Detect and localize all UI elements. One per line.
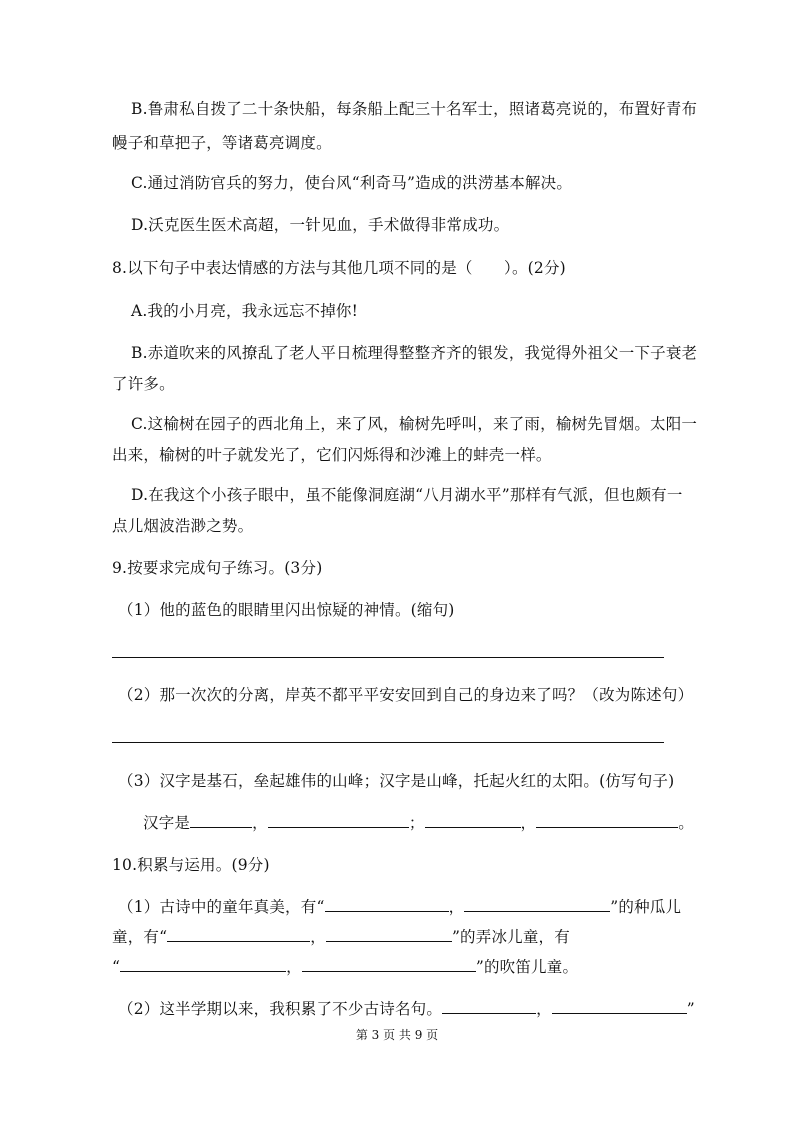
q10-comma-2: ， [310,928,326,946]
q9-blank-1[interactable] [190,813,252,828]
q10-blank-5[interactable] [120,957,286,972]
q8-option-d-line2: 点儿烟波浩渺之势。 [112,517,254,535]
q10-item2-text-1: （2）这半学期以来，我积累了不少古诗名句。 [118,1000,443,1018]
q9-item2: （2）那一次次的分离，岸英不都平平安安回到自己的身边来了吗？（改为陈述句） [118,686,694,704]
q10-item1-text-2: ”的种瓜儿 [610,898,682,916]
q8-option-c-line1: C.这榆树在园子的西北角上，来了风，榆树先呼叫，来了雨，榆树先冒烟。太阳一 [131,415,698,433]
q9-item2-answer-line[interactable] [112,742,664,743]
q9-comma-1: ， [252,814,268,832]
q10-item1-text-4: ”的弄冰儿童，有 [451,928,570,946]
q10-comma-1: ， [448,898,465,916]
q10-item2-end: ” [686,1000,695,1018]
q10-item1-row1 [118,897,681,917]
q9-imitate-row [143,813,694,833]
q9-semicolon: ； [408,814,425,832]
q10-item1-text-6: ”的吹笛儿童。 [475,958,579,976]
q8-option-b-line2: 了许多。 [112,375,175,393]
q7-option-b-line1: B.鲁肃私自拨了二十条快船，每条船上配三十名军士，照诸葛亮说的，布置好青布 [131,100,698,118]
q10-blank-2[interactable] [464,897,610,912]
q10-blank-7[interactable] [442,999,536,1014]
q10-item1-row2 [112,927,570,947]
q7-option-b-line2: 幔子和草把子，等诸葛亮调度。 [112,134,332,152]
q10-blank-6[interactable] [302,957,476,972]
q9-period: 。 [678,814,694,832]
q9-blank-2[interactable] [268,813,409,828]
q8-option-d-line1: D.在我这个小孩子眼中，虽不能像洞庭湖“八月湖水平”那样有气派，但也颇有一 [131,486,683,504]
q10-blank-3[interactable] [167,927,310,942]
q9-item3: （3）汉字是基石，垒起雄伟的山峰；汉字是山峰，托起火红的太阳。(仿写句子) [118,772,675,790]
q7-option-c: C.通过消防官兵的努力，使台风“利奇马”造成的洪涝基本解决。 [131,174,573,192]
q10-blank-4[interactable] [326,927,452,942]
q10-item1-text-3: 童，有“ [112,928,168,946]
q9-stem: 9.按要求完成句子练习。(3分) [112,559,323,577]
q10-comma-4: ， [536,1000,552,1018]
q8-stem: 8.以下句子中表达情感的方法与其他几项不同的是（ ）。(2分) [112,259,566,277]
q10-blank-1[interactable] [325,897,449,912]
q9-blank-3[interactable] [425,813,521,828]
q10-blank-8[interactable] [552,999,687,1014]
q10-item1-row3 [112,957,578,977]
q9-comma-2: ， [520,814,537,832]
q10-item2-row1 [118,999,695,1019]
q8-option-b-line1: B.赤道吹来的风撩乱了老人平日梳理得整整齐齐的银发，我觉得外祖父一下子衰老 [131,344,698,362]
q7-option-d: D.沃克医生医术高超，一针见血，手术做得非常成功。 [131,216,510,234]
q10-comma-3: ， [286,958,302,976]
q9-item1: （1）他的蓝色的眼睛里闪出惊疑的神情。(缩句) [118,601,455,619]
q9-blank-4[interactable] [536,813,678,828]
q9-imitate-prefix: 汉字是 [143,814,191,832]
page-footer: 第 3 页 共 9 页 [355,1028,439,1042]
q8-option-c-line2: 出来，榆树的叶子就发光了，它们闪烁得和沙滩上的蚌壳一样。 [112,446,552,464]
q10-stem: 10.积累与运用。(9分) [112,856,270,874]
q8-option-a: A.我的小月亮，我永远忘不掉你! [131,302,359,320]
q10-item1-text-5: “ [112,958,121,976]
q9-item1-answer-line[interactable] [112,657,664,658]
q10-item1-text-1: （1）古诗中的童年真美，有“ [118,898,325,916]
